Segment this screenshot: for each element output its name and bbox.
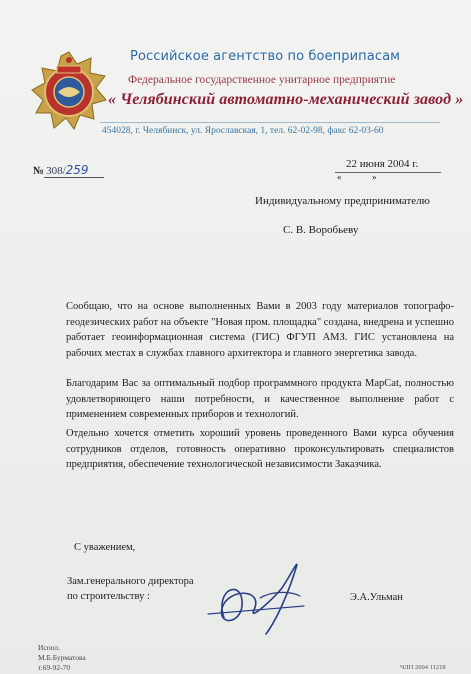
addressee-name: С. В. Воробьеву (283, 224, 359, 236)
print-code: ЧЛП 2004 11218 (400, 664, 446, 671)
registration-printed: 308/ (46, 165, 66, 177)
date-quote-open: « (337, 172, 342, 182)
registration-number (33, 163, 104, 178)
header-divider (100, 122, 440, 123)
body-paragraph-3: Отдельно хочется отметить хороший уровень проведенного Вами курса обучения сотрудников отделов, готовность оперативно проконсультировать специалистов предприятия, обеспечение технологической независимости Заказчика. (66, 428, 454, 470)
number-sign: № (33, 165, 45, 177)
date-quote-close: » (372, 172, 377, 182)
letter-date: 22 июня 2004 г. (346, 158, 419, 170)
signer-title-line-1: Зам.генерального директора (67, 576, 194, 587)
closing-regards: С уважением, (74, 542, 136, 553)
plant-address: 454028, г. Челябинск, ул. Ярославская, 1, тел. 62-02-98, факс 62-03-60 (102, 126, 384, 136)
body-paragraph-2: Благодарим Вас за оптимальный подбор программного продукта MapCat, полностью удовлетворяющего наши потребности, и качественное выполнение работ с применением современных приборов и технологий. (66, 378, 454, 420)
order-emblem-icon (30, 50, 108, 132)
date-underline (335, 172, 441, 173)
registration-handwritten: 259 (65, 163, 89, 177)
executor-phone: т.69-92-70 (38, 663, 71, 672)
signer-name: Э.А.Ульман (350, 592, 403, 603)
executor-label: Испол. (38, 643, 61, 652)
signer-title-line-2: по строительству : (67, 591, 150, 602)
handwritten-signature-icon (204, 548, 324, 640)
plant-name: « Челябинский автоматно-механический завод » (108, 91, 464, 108)
registration-value (44, 163, 104, 178)
body-paragraph-1: Сообщаю, что на основе выполненных Вами в 2003 году материалов топографо-геодезических работ на объекте "Новая пром. площадка" создана, внедрена и успешно работает геоинформационная система (ГИС) ФГУП АМЗ. ГИС установлена на рабочих местах в службах главного архитектора и главного энергетика завода. (66, 301, 454, 359)
agency-name: Российское агентство по боеприпасам (130, 49, 401, 64)
enterprise-type: Федеральное государственное унитарное предприятие (128, 74, 396, 86)
addressee-title: Индивидуальному предпринимателю (255, 195, 430, 207)
executor-name: М.Б.Бурматова (38, 653, 86, 662)
